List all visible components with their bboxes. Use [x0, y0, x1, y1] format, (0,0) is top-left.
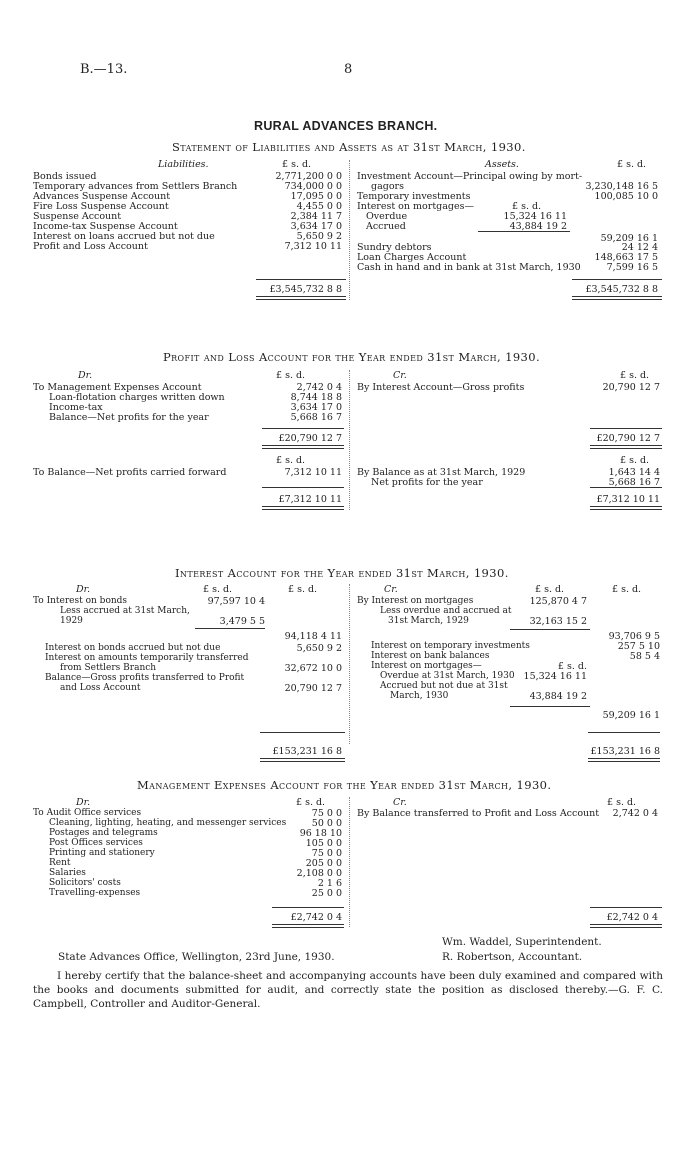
page-number: 8 [344, 62, 353, 77]
mgmt-dr-item-label: Salaries [49, 868, 86, 878]
pl-dr-item-label: To Management Expenses Account [33, 382, 202, 393]
int-dr-label-line: 1929 [60, 616, 83, 626]
int-cr-subamount: £ s. d. [557, 661, 587, 672]
int-cr-label-line: By Interest on mortgages [357, 596, 474, 606]
pl-dr-item-label: Income-tax [49, 402, 103, 413]
liability-amount: 17,095 0 0 [290, 191, 342, 202]
mgmt-cr-column-head: £ s. d. [607, 797, 637, 808]
liability-amount: 2,384 11 7 [290, 211, 342, 222]
mgmt-dr-item-label: Printing and stationery [49, 848, 155, 858]
int-dr-amount: 20,790 12 7 [284, 683, 342, 694]
asset-amount: 59,209 16 1 [600, 233, 658, 244]
mgmt-dr-item-amount: 75 0 0 [311, 808, 342, 819]
mgmt-cr-item-label: By Balance transferred to Profit and Loss Account [357, 808, 600, 819]
liability-amount: 4,455 0 0 [296, 201, 342, 212]
asset-label: Loan Charges Account [357, 252, 467, 263]
liability-label: Profit and Loss Account [33, 241, 148, 252]
signature-superintendent: Wm. Waddel, Superintendent. [442, 936, 602, 948]
pl-cr2-label: By Balance as at 31st March, 1929 [357, 467, 526, 478]
int-cr-col1-head: £ s. d. [535, 584, 565, 595]
int-dr-label-line: Interest on bonds accrued but not due [45, 643, 221, 653]
liability-label: Suspense Account [33, 211, 122, 222]
pl-dr-item-amount: 2,742 0 4 [296, 382, 342, 393]
int-dr-total: £153,231 16 8 [272, 746, 342, 757]
int-cr-label-line: March, 1930 [390, 691, 449, 701]
pl-cr-item-amount: 20,790 12 7 [602, 382, 660, 393]
mgmt-dr-item-label: To Audit Office services [33, 808, 142, 818]
pl-cr2-amount: 5,668 16 7 [608, 477, 660, 488]
mgmt-dr-column-head: £ s. d. [296, 797, 326, 808]
pl-dr2-total: £7,312 10 11 [278, 494, 342, 505]
asset-amount: 148,663 17 5 [594, 252, 658, 263]
int-cr-total: £153,231 16 8 [590, 746, 660, 757]
asset-subamount: 15,324 16 11 [503, 211, 567, 222]
mgmt-dr-item-amount: 105 0 0 [305, 838, 342, 849]
int-cr-amount: 257 5 10 [617, 641, 660, 652]
asset-label: Overdue [366, 211, 408, 222]
mgmt-dr-item-label: Rent [49, 858, 71, 868]
int-dr-label-line: and Loss Account [60, 683, 141, 693]
mgmt-dr-item-label: Post Offices services [49, 838, 143, 848]
pl-dr2-amount: 7,312 10 11 [284, 467, 342, 478]
audit-certificate: I hereby certify that the balance-sheet and accompanying accounts have been duly examined and compared with the books and documents submitted for audit, and correctly state the position as disclosed thereby.—G. F. C. Campbell, Controller and Auditor-General. [33, 970, 663, 1010]
liability-amount: 7,312 10 11 [284, 241, 342, 252]
int-dr-label-line: Interest on amounts temporarily transferred [45, 653, 249, 663]
asset-label: Cash in hand and in bank at 31st March, 1930 [357, 262, 581, 273]
mgmt-dr-item-amount: 2 1 6 [317, 878, 342, 889]
asset-label: Temporary investments [357, 191, 471, 202]
liability-amount: 2,771,200 0 0 [275, 171, 342, 182]
mgmt-dr-item-label: Solicitors' costs [49, 878, 121, 888]
pl-dr2-column-head: £ s. d. [276, 455, 306, 466]
int-dr-label-line: To Interest on bonds [33, 596, 128, 606]
mgmt-dr-item-label: Postages and telegrams [49, 828, 158, 838]
liability-amount: 3,634 17 0 [290, 221, 342, 232]
pl-dr-label: Dr. [78, 370, 93, 381]
liability-label: Fire Loss Suspense Account [33, 201, 169, 212]
int-dr-label: Dr. [76, 584, 91, 595]
int-dr-amount: 32,672 10 0 [284, 663, 342, 674]
mgmt-dr-label: Dr. [76, 797, 91, 808]
asset-label: Investment Account—Principal owing by mort- [357, 171, 583, 182]
asset-amount: 7,599 16 5 [606, 262, 658, 273]
int-cr-label-line: Overdue at 31st March, 1930 [380, 671, 515, 681]
mgmt-dr-item-amount: 2,108 0 0 [296, 868, 342, 879]
int-dr-subamount: 97,597 10 4 [207, 596, 265, 607]
pl-cr2-label: Net profits for the year [371, 477, 483, 488]
int-cr-subamount: 125,870 4 7 [529, 596, 587, 607]
int-cr-amount: 58 5 4 [629, 651, 660, 662]
int-cr-label-line: Accrued but not due at 31st [380, 681, 508, 691]
liabilities-heading: Liabilities. [158, 159, 209, 170]
mgmt-dr-item-amount: 50 0 0 [311, 818, 342, 829]
int-dr-amount: 5,650 9 2 [296, 643, 342, 654]
asset-amount: 100,085 10 0 [594, 191, 658, 202]
int-dr-label-line: Less accrued at 31st March, [60, 606, 190, 616]
pl-dr2-label: To Balance—Net profits carried forward [33, 467, 227, 478]
int-cr-label-line: Interest on bank balances [371, 651, 490, 661]
int-cr-label-line: 31st March, 1929 [388, 616, 469, 626]
int-cr-col2-head: £ s. d. [612, 584, 642, 595]
int-dr-col1-head: £ s. d. [203, 584, 233, 595]
mgmt-cr-item-amount: 2,742 0 4 [612, 808, 658, 819]
pl-dr-total: £20,790 12 7 [278, 433, 342, 444]
int-dr-subamount: 3,479 5 5 [219, 616, 265, 627]
liability-amount: 5,650 9 2 [296, 231, 342, 242]
int-cr-subamount: 43,884 19 2 [529, 691, 587, 702]
int-cr-label-line: Less overdue and accrued at [380, 606, 512, 616]
balance-sheet-heading: Statement of Liabilities and Assets as at 31st March, 1930. [172, 140, 526, 154]
assets-total: £3,545,732 8 8 [585, 284, 658, 295]
asset-label: gagors [371, 181, 404, 192]
mgmt-cr-label: Cr. [393, 797, 407, 808]
pl-dr-item-label: Balance—Net profits for the year [49, 412, 209, 423]
pl-cr2-column-head: £ s. d. [620, 455, 650, 466]
liabilities-column-head: £ s. d. [282, 159, 312, 170]
pl-dr-item-amount: 3,634 17 0 [290, 402, 342, 413]
mgmt-dr-item-label: Cleaning, lighting, heating, and messenger services [49, 818, 287, 828]
pl-dr-item-amount: 5,668 16 7 [290, 412, 342, 423]
int-cr-subamount: 32,163 15 2 [529, 616, 587, 627]
mgmt-dr-item-label: Travelling-expenses [49, 888, 141, 898]
pl-heading: Profit and Loss Account for the Year ended 31st March, 1930. [163, 350, 541, 364]
int-cr-amount: 59,209 16 1 [602, 710, 660, 721]
signature-accountant: R. Robertson, Accountant. [442, 951, 583, 963]
asset-subamount: 43,884 19 2 [509, 221, 567, 232]
pl-dr-column-head: £ s. d. [276, 370, 306, 381]
int-cr-subamount: 15,324 16 11 [523, 671, 587, 682]
liability-label: Income-tax Suspense Account [33, 221, 178, 232]
asset-amount: 24 12 4 [621, 242, 658, 253]
asset-label: Interest on mortgages— [357, 201, 474, 212]
pl-dr-item-amount: 8,744 18 8 [290, 392, 342, 403]
int-cr-amount: 93,706 9 5 [608, 631, 660, 642]
mgmt-heading: Management Expenses Account for the Year ended 31st March, 1930. [137, 778, 552, 792]
pl-dr-item-label: Loan-flotation charges written down [49, 392, 225, 403]
pl-cr-total: £20,790 12 7 [596, 433, 660, 444]
pl-cr2-amount: 1,643 14 4 [608, 467, 660, 478]
asset-amount: 3,230,148 16 5 [585, 181, 658, 192]
int-cr-label-line: Interest on temporary investments [371, 641, 530, 651]
int-dr-label-line: from Settlers Branch [60, 663, 157, 673]
int-cr-label: Cr. [384, 584, 398, 595]
mgmt-dr-item-amount: 96 18 10 [299, 828, 342, 839]
office-date: State Advances Office, Wellington, 23rd June, 1930. [58, 951, 335, 963]
liability-label: Interest on loans accrued but not due [33, 231, 215, 242]
mgmt-cr-total: £2,742 0 4 [606, 912, 658, 923]
mgmt-dr-item-amount: 25 0 0 [311, 888, 342, 899]
int-dr-amount: 94,118 4 11 [284, 631, 342, 642]
int-cr-label-line: Interest on mortgages— [371, 661, 482, 671]
liability-label: Advances Suspense Account [33, 191, 171, 202]
pl-cr-item-label: By Interest Account—Gross profits [357, 382, 525, 393]
int-dr-label-line: Balance—Gross profits transferred to Profit [45, 673, 245, 683]
document-title: RURAL ADVANCES BRANCH. [254, 119, 438, 133]
asset-sub-column-head: £ s. d. [512, 201, 542, 212]
liabilities-total: £3,545,732 8 8 [269, 284, 342, 295]
asset-label: Accrued [366, 221, 406, 232]
asset-label: Sundry debtors [357, 242, 432, 253]
mgmt-dr-item-amount: 75 0 0 [311, 848, 342, 859]
pl-cr-label: Cr. [393, 370, 407, 381]
mgmt-dr-item-amount: 205 0 0 [305, 858, 342, 869]
liability-amount: 734,000 0 0 [284, 181, 342, 192]
pl-cr-column-head: £ s. d. [620, 370, 650, 381]
document-reference: B.—13. [80, 62, 128, 77]
pl-cr2-total: £7,312 10 11 [596, 494, 660, 505]
assets-heading: Assets. [485, 159, 519, 170]
liability-label: Bonds issued [33, 171, 97, 182]
assets-column-head: £ s. d. [617, 159, 647, 170]
int-dr-col2-head: £ s. d. [288, 584, 318, 595]
mgmt-dr-total: £2,742 0 4 [290, 912, 342, 923]
liability-label: Temporary advances from Settlers Branch [33, 181, 238, 192]
interest-heading: Interest Account for the Year ended 31st March, 1930. [175, 566, 509, 580]
